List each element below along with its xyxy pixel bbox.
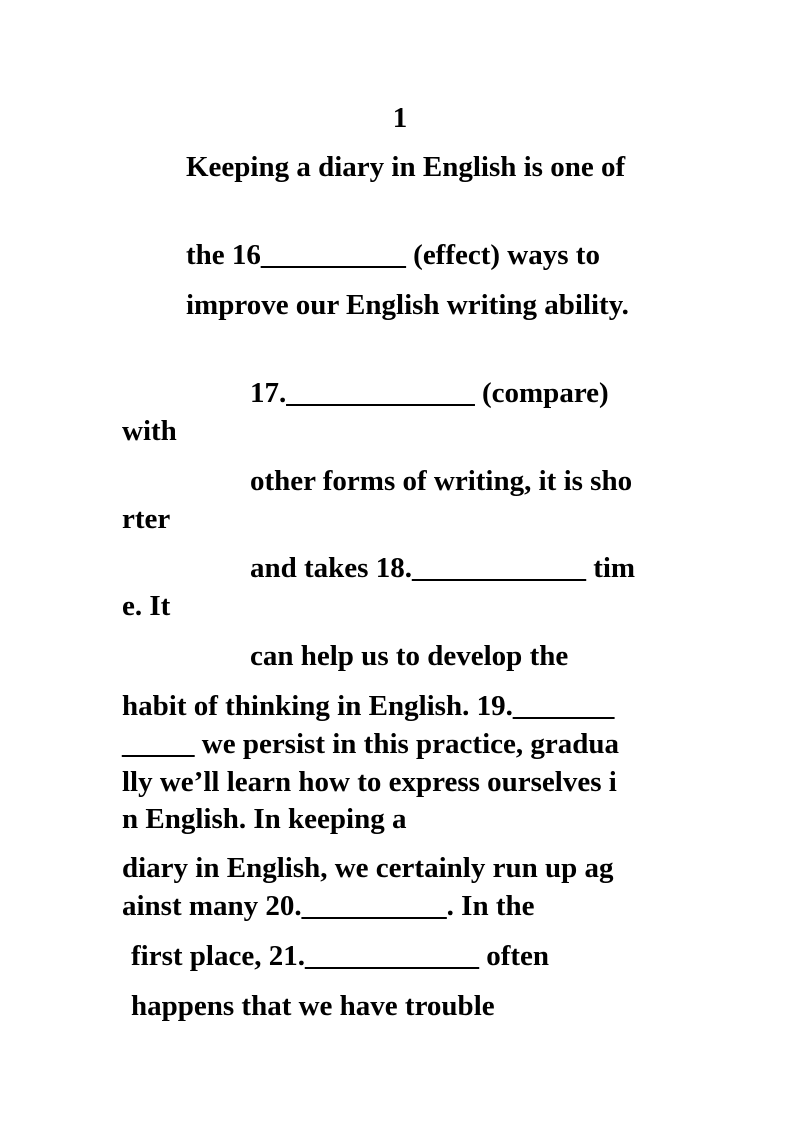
text-line-2: the 16__________ (effect) ways to: [186, 239, 600, 271]
text-line-4: 17._____________ (compare): [250, 377, 609, 409]
text-line-7: rter: [122, 503, 171, 535]
page-number: 1: [392, 102, 408, 134]
text-line-1: Keeping a diary in English is one of: [186, 151, 626, 183]
text-line-13: lly we’ll learn how to express ourselves i: [122, 766, 617, 798]
text-line-8: and takes 18.____________ tim: [250, 552, 636, 584]
text-line-17: first place, 21.____________ often: [131, 940, 550, 972]
text-line-16: ainst many 20.__________. In the: [122, 890, 535, 922]
text-line-14: n English. In keeping a: [122, 803, 407, 835]
text-line-6: other forms of writing, it is sho: [250, 465, 633, 497]
text-line-5: with: [122, 415, 177, 447]
text-line-10: can help us to develop the: [250, 640, 569, 672]
text-line-18: happens that we have trouble: [131, 990, 495, 1022]
text-line-9: e. It: [122, 590, 171, 622]
text-line-12: _____ we persist in this practice, gradua: [122, 728, 619, 760]
text-line-15: diary in English, we certainly run up ag: [122, 852, 614, 884]
text-line-11: habit of thinking in English. 19._______: [122, 690, 615, 722]
text-line-3: improve our English writing ability.: [186, 289, 629, 321]
